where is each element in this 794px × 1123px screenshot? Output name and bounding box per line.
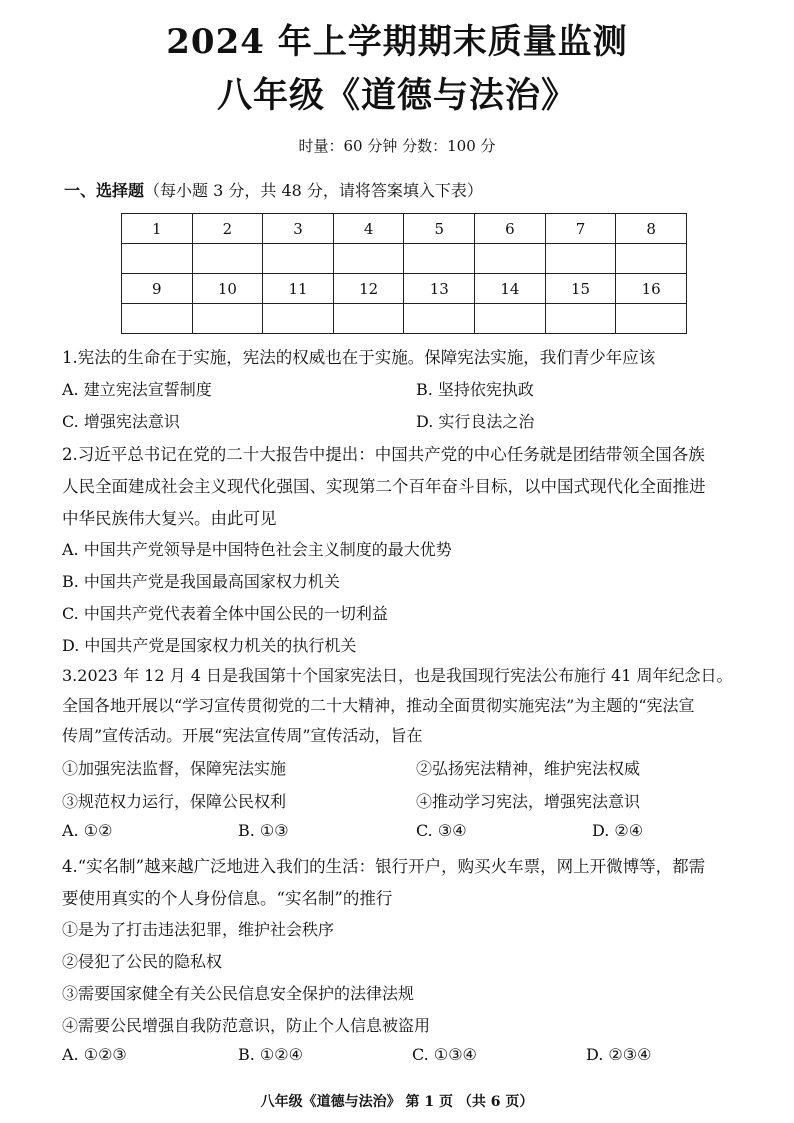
- answer-blank-row: [122, 304, 687, 334]
- exam-subject: 八年级《道德与法治》: [216, 75, 577, 116]
- answer-cell[interactable]: [192, 244, 263, 274]
- q3-item-4: ④推动学习宪法，增强宪法意识: [416, 792, 641, 811]
- q3-stem-line: 3.2023 年 12 月 4 日是我国第十个国家宪法日，也是我国现行宪法公布施行 41 周年纪念日。: [62, 666, 733, 685]
- question-number: 13: [404, 274, 475, 304]
- answer-cell[interactable]: [616, 244, 687, 274]
- answer-number-row: [122, 274, 687, 304]
- q3-option-c: C. ③④: [416, 821, 467, 840]
- q2-option-d: D. 中国共产党是国家权力机关的执行机关: [62, 636, 357, 655]
- answer-cell[interactable]: [545, 244, 616, 274]
- question-number: 5: [404, 214, 475, 244]
- answer-cell[interactable]: [616, 304, 687, 334]
- q3-item-3: ③规范权力运行，保障公民权利: [62, 792, 287, 811]
- question-number: 4: [333, 214, 404, 244]
- question-number: 3: [263, 214, 334, 244]
- q4-option-c: C. ①③④: [412, 1045, 477, 1064]
- question-number: 15: [545, 274, 616, 304]
- q2-option-c: C. 中国共产党代表着全体中国公民的一切利益: [62, 604, 388, 623]
- question-number: 1: [122, 214, 193, 244]
- answer-number-row: [122, 214, 687, 244]
- answer-cell[interactable]: [122, 244, 193, 274]
- q2-stem-line: 中华民族伟大复兴。由此可见: [62, 509, 277, 528]
- q2-option-a: A. 中国共产党领导是中国特色社会主义制度的最大优势: [62, 540, 452, 559]
- answer-cell[interactable]: [404, 304, 475, 334]
- question-number: 14: [475, 274, 546, 304]
- q3-option-b: B. ①③: [238, 821, 289, 840]
- answer-cell[interactable]: [545, 304, 616, 334]
- question-number: 10: [192, 274, 263, 304]
- q3-option-a: A. ①②: [62, 821, 113, 840]
- question-number: 8: [616, 214, 687, 244]
- section-note: （每小题 3 分，共 48 分，请将答案填入下表）: [144, 181, 483, 200]
- page-footer: 八年级《道德与法治》 第 1 页 （共 6 页）: [260, 1094, 534, 1110]
- q4-item-3: ③需要国家健全有关公民信息安全保护的法律法规: [62, 984, 415, 1003]
- exam-meta: 时量：60 分钟 分数：100 分: [298, 137, 496, 155]
- q4-item-2: ②侵犯了公民的隐私权: [62, 952, 223, 971]
- q1-stem: 1.宪法的生命在于实施，宪法的权威也在于实施。保障宪法实施，我们青少年应该: [62, 348, 656, 367]
- answer-cell[interactable]: [333, 244, 404, 274]
- q4-option-d: D. ②③④: [586, 1045, 652, 1064]
- answer-table: [121, 213, 687, 334]
- q4-stem-line: 要使用真实的个人身份信息。“实名制”的推行: [62, 889, 393, 908]
- question-number: 16: [616, 274, 687, 304]
- answer-blank-row: [122, 244, 687, 274]
- answer-cell[interactable]: [333, 304, 404, 334]
- question-number: 7: [545, 214, 616, 244]
- q2-stem-line: 2.习近平总书记在党的二十大报告中提出：中国共产党的中心任务就是团结带领全国各族: [62, 445, 705, 464]
- q2-stem-line: 人民全面建成社会主义现代化强国、实现第二个百年奋斗目标，以中国式现代化全面推进: [62, 477, 706, 496]
- exam-title: 2024 年上学期期末质量监测: [166, 22, 628, 62]
- question-number: 6: [475, 214, 546, 244]
- q1-option-a: A. 建立宪法宣誓制度: [62, 380, 212, 399]
- question-number: 2: [192, 214, 263, 244]
- question-number: 12: [333, 274, 404, 304]
- q4-stem-line: 4.“实名制”越来越广泛地进入我们的生活：银行开户，购买火车票，网上开微博等，都需: [62, 857, 706, 876]
- q4-item-4: ④需要公民增强自我防范意识，防止个人信息被盗用: [62, 1016, 431, 1035]
- answer-cell[interactable]: [263, 304, 334, 334]
- question-number: 11: [263, 274, 334, 304]
- q3-stem-line: 传周”宣传活动。开展“宪法宣传周”宣传活动，旨在: [62, 726, 423, 745]
- answer-cell[interactable]: [263, 244, 334, 274]
- q4-option-a: A. ①②③: [62, 1045, 127, 1064]
- q3-item-1: ①加强宪法监督，保障宪法实施: [62, 759, 287, 778]
- q4-item-1: ①是为了打击违法犯罪，维护社会秩序: [62, 920, 335, 939]
- question-number: 9: [122, 274, 193, 304]
- q3-stem-line: 全国各地开展以“学习宣传贯彻党的二十大精神，推动全面贯彻实施宪法”为主题的“宪法宣: [62, 696, 695, 715]
- answer-cell[interactable]: [475, 244, 546, 274]
- answer-cell[interactable]: [404, 244, 475, 274]
- q1-option-b: B. 坚持依宪执政: [416, 380, 534, 399]
- q1-option-d: D. 实行良法之治: [416, 412, 535, 431]
- section-title: 一、选择题: [64, 181, 145, 200]
- q1-option-c: C. 增强宪法意识: [62, 412, 180, 431]
- answer-cell[interactable]: [122, 304, 193, 334]
- answer-cell[interactable]: [192, 304, 263, 334]
- section-heading: [64, 178, 483, 201]
- q3-option-d: D. ②④: [592, 821, 644, 840]
- answer-cell[interactable]: [475, 304, 546, 334]
- q3-item-2: ②弘扬宪法精神，维护宪法权威: [416, 759, 641, 778]
- q4-option-b: B. ①②④: [238, 1045, 303, 1064]
- q2-option-b: B. 中国共产党是我国最高国家权力机关: [62, 572, 340, 591]
